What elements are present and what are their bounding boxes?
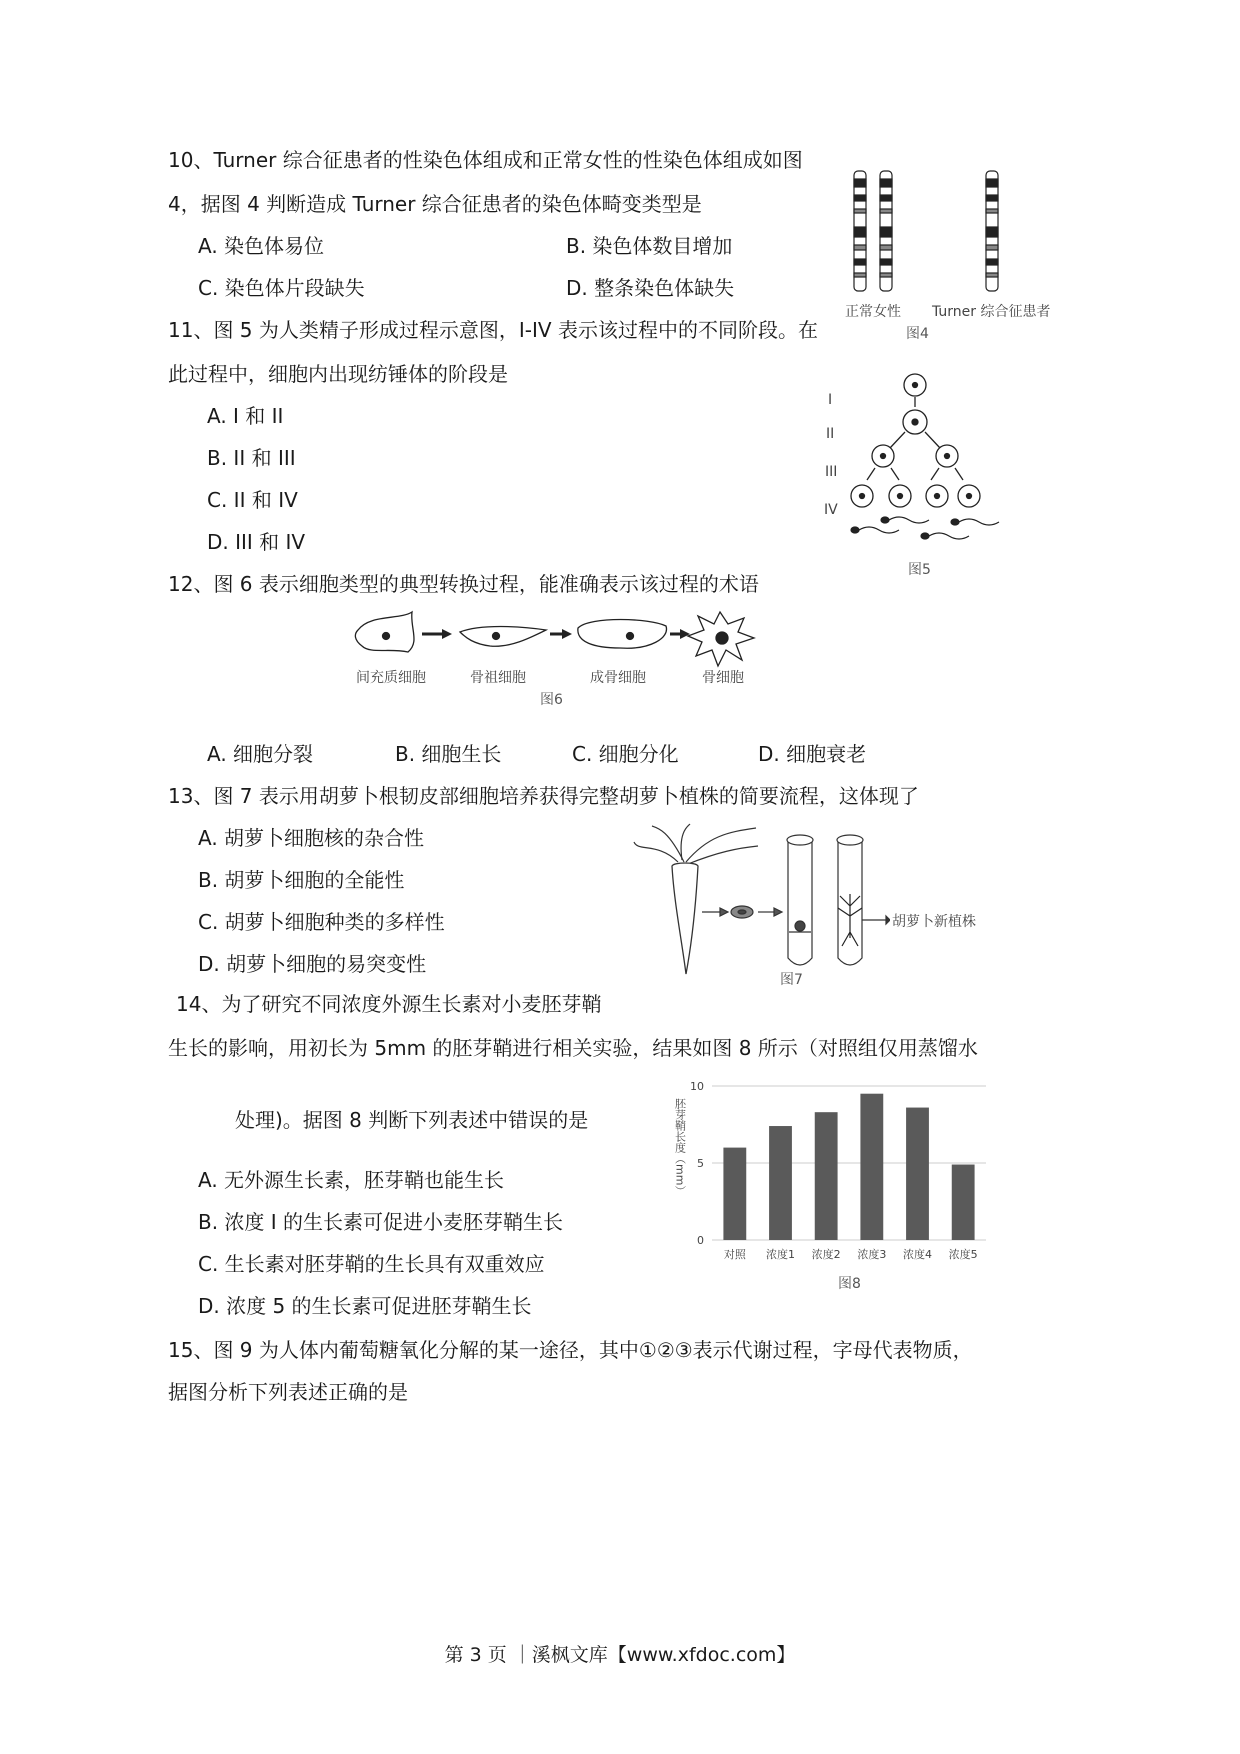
q14-option-a: A. 无外源生长素，胚芽鞘也能生长 xyxy=(198,1168,505,1192)
q13-option-b: B. 胡萝卜细胞的全能性 xyxy=(198,868,405,892)
bar-4 xyxy=(860,1094,883,1240)
q12-option-b: B. 细胞生长 xyxy=(395,742,502,766)
q11-option-d: D. III 和 IV xyxy=(207,530,306,554)
bar-2 xyxy=(769,1126,792,1240)
figure-5-spermatogenesis xyxy=(845,370,1005,550)
figure-5-stage-2: II xyxy=(826,426,835,442)
x-tick-label: 浓度2 xyxy=(811,1248,841,1261)
q14-stem-line1: 14、为了研究不同浓度外源生长素对小麦胚芽鞘 xyxy=(176,992,602,1016)
chromosome-x-1 xyxy=(854,171,866,291)
figure-4-label-turner: Turner 综合征患者 xyxy=(932,304,1051,320)
figure-6-label-mesenchymal: 间充质细胞 xyxy=(356,670,426,686)
q10-option-c: C. 染色体片段缺失 xyxy=(198,276,365,300)
q12-stem: 12、图 6 表示细胞类型的典型转换过程，能准确表示该过程的术语 xyxy=(168,572,759,596)
figure-5-caption: 图5 xyxy=(908,562,931,578)
q11-option-c: C. II 和 IV xyxy=(207,488,298,512)
q14-option-c: C. 生长素对胚芽鞘的生长具有双重效应 xyxy=(198,1252,545,1276)
bar-6 xyxy=(952,1165,975,1240)
figure-7-label-new-plant: 胡萝卜新植株 xyxy=(892,914,976,930)
q10-option-d: D. 整条染色体缺失 xyxy=(566,276,735,300)
x-tick-label: 对照 xyxy=(723,1248,746,1261)
chromosome-x-2 xyxy=(880,171,892,291)
q12-option-c: C. 细胞分化 xyxy=(572,742,679,766)
q14-option-b: B. 浓度 I 的生长素可促进小麦胚芽鞘生长 xyxy=(198,1210,564,1234)
figure-7-carrot-culture xyxy=(628,822,890,980)
q10-option-b: B. 染色体数目增加 xyxy=(566,234,733,258)
q15-stem-line1: 15、图 9 为人体内葡萄糖氧化分解的某一途径，其中①②③表示代谢过程，字母代表物质， xyxy=(168,1338,973,1362)
x-tick-label: 浓度1 xyxy=(766,1248,795,1261)
q12-option-a: A. 细胞分裂 xyxy=(207,742,314,766)
figure-6-label-osteoprogenitor: 骨祖细胞 xyxy=(470,670,526,686)
bar-3 xyxy=(815,1112,838,1240)
y-tick-label: 5 xyxy=(697,1157,704,1170)
figure-6-caption: 图6 xyxy=(540,692,563,708)
q14-option-d: D. 浓度 5 的生长素可促进胚芽鞘生长 xyxy=(198,1294,532,1318)
q13-option-a: A. 胡萝卜细胞核的杂合性 xyxy=(198,826,425,850)
page-footer: 第 3 页 ｜溪枫文库【www.xfdoc.com】 xyxy=(444,1644,796,1666)
bar-5 xyxy=(906,1108,929,1240)
figure-5-stage-4: IV xyxy=(824,502,838,518)
bar-1 xyxy=(723,1148,746,1240)
q11-option-b: B. II 和 III xyxy=(207,446,296,470)
q15-stem-line2: 据图分析下列表述正确的是 xyxy=(168,1380,408,1404)
figure-6-label-osteoblast: 成骨细胞 xyxy=(590,670,646,686)
q11-stem-line1: 11、图 5 为人类精子形成过程示意图，I-IV 表示该过程中的不同阶段。在 xyxy=(168,318,818,342)
q14-stem-line2: 生长的影响，用初长为 5mm 的胚芽鞘进行相关实验，结果如图 8 所示（对照组仅用蒸馏水 xyxy=(168,1036,978,1060)
q12-option-d: D. 细胞衰老 xyxy=(758,742,867,766)
q14-stem-line3: 处理)。据图 8 判断下列表述中错误的是 xyxy=(235,1108,589,1132)
figure-7-caption: 图7 xyxy=(780,972,803,988)
q11-option-a: A. I 和 II xyxy=(207,404,284,428)
figure-4-label-normal-female: 正常女性 xyxy=(845,304,901,320)
figure-6-label-osteocyte: 骨细胞 xyxy=(702,670,744,686)
figure-8-caption: 图8 xyxy=(838,1276,861,1292)
q13-stem: 13、图 7 表示用胡萝卜根韧皮部细胞培养获得完整胡萝卜植株的简要流程，这体现了 xyxy=(168,784,919,808)
q13-option-d: D. 胡萝卜细胞的易突变性 xyxy=(198,952,427,976)
q10-stem-line1: 10、Turner 综合征患者的性染色体组成和正常女性的性染色体组成如图 xyxy=(168,148,803,172)
q13-option-c: C. 胡萝卜细胞种类的多样性 xyxy=(198,910,445,934)
figure-5-stage-3: III xyxy=(825,464,838,480)
q11-stem-line2: 此过程中，细胞内出现纺锤体的阶段是 xyxy=(168,362,508,386)
figure-8-bar-chart xyxy=(660,1070,1000,1290)
figure-5-stage-1: I xyxy=(828,392,833,408)
carrot-root-icon xyxy=(672,863,698,974)
x-tick-label: 浓度5 xyxy=(948,1248,978,1261)
figure-6-cell-transition xyxy=(350,608,770,670)
figure-4-caption: 图4 xyxy=(906,326,929,342)
y-tick-label: 0 xyxy=(697,1234,704,1247)
y-axis-label: 胚芽鞘长度（mm） xyxy=(673,1098,687,1197)
x-tick-label: 浓度3 xyxy=(857,1248,887,1261)
q10-stem-line2: 4，据图 4 判断造成 Turner 综合征患者的染色体畸变类型是 xyxy=(168,192,702,216)
chromosome-x-turner xyxy=(986,171,998,291)
x-tick-label: 浓度4 xyxy=(903,1248,932,1261)
y-tick-label: 10 xyxy=(690,1080,704,1093)
q10-option-a: A. 染色体易位 xyxy=(198,234,325,258)
